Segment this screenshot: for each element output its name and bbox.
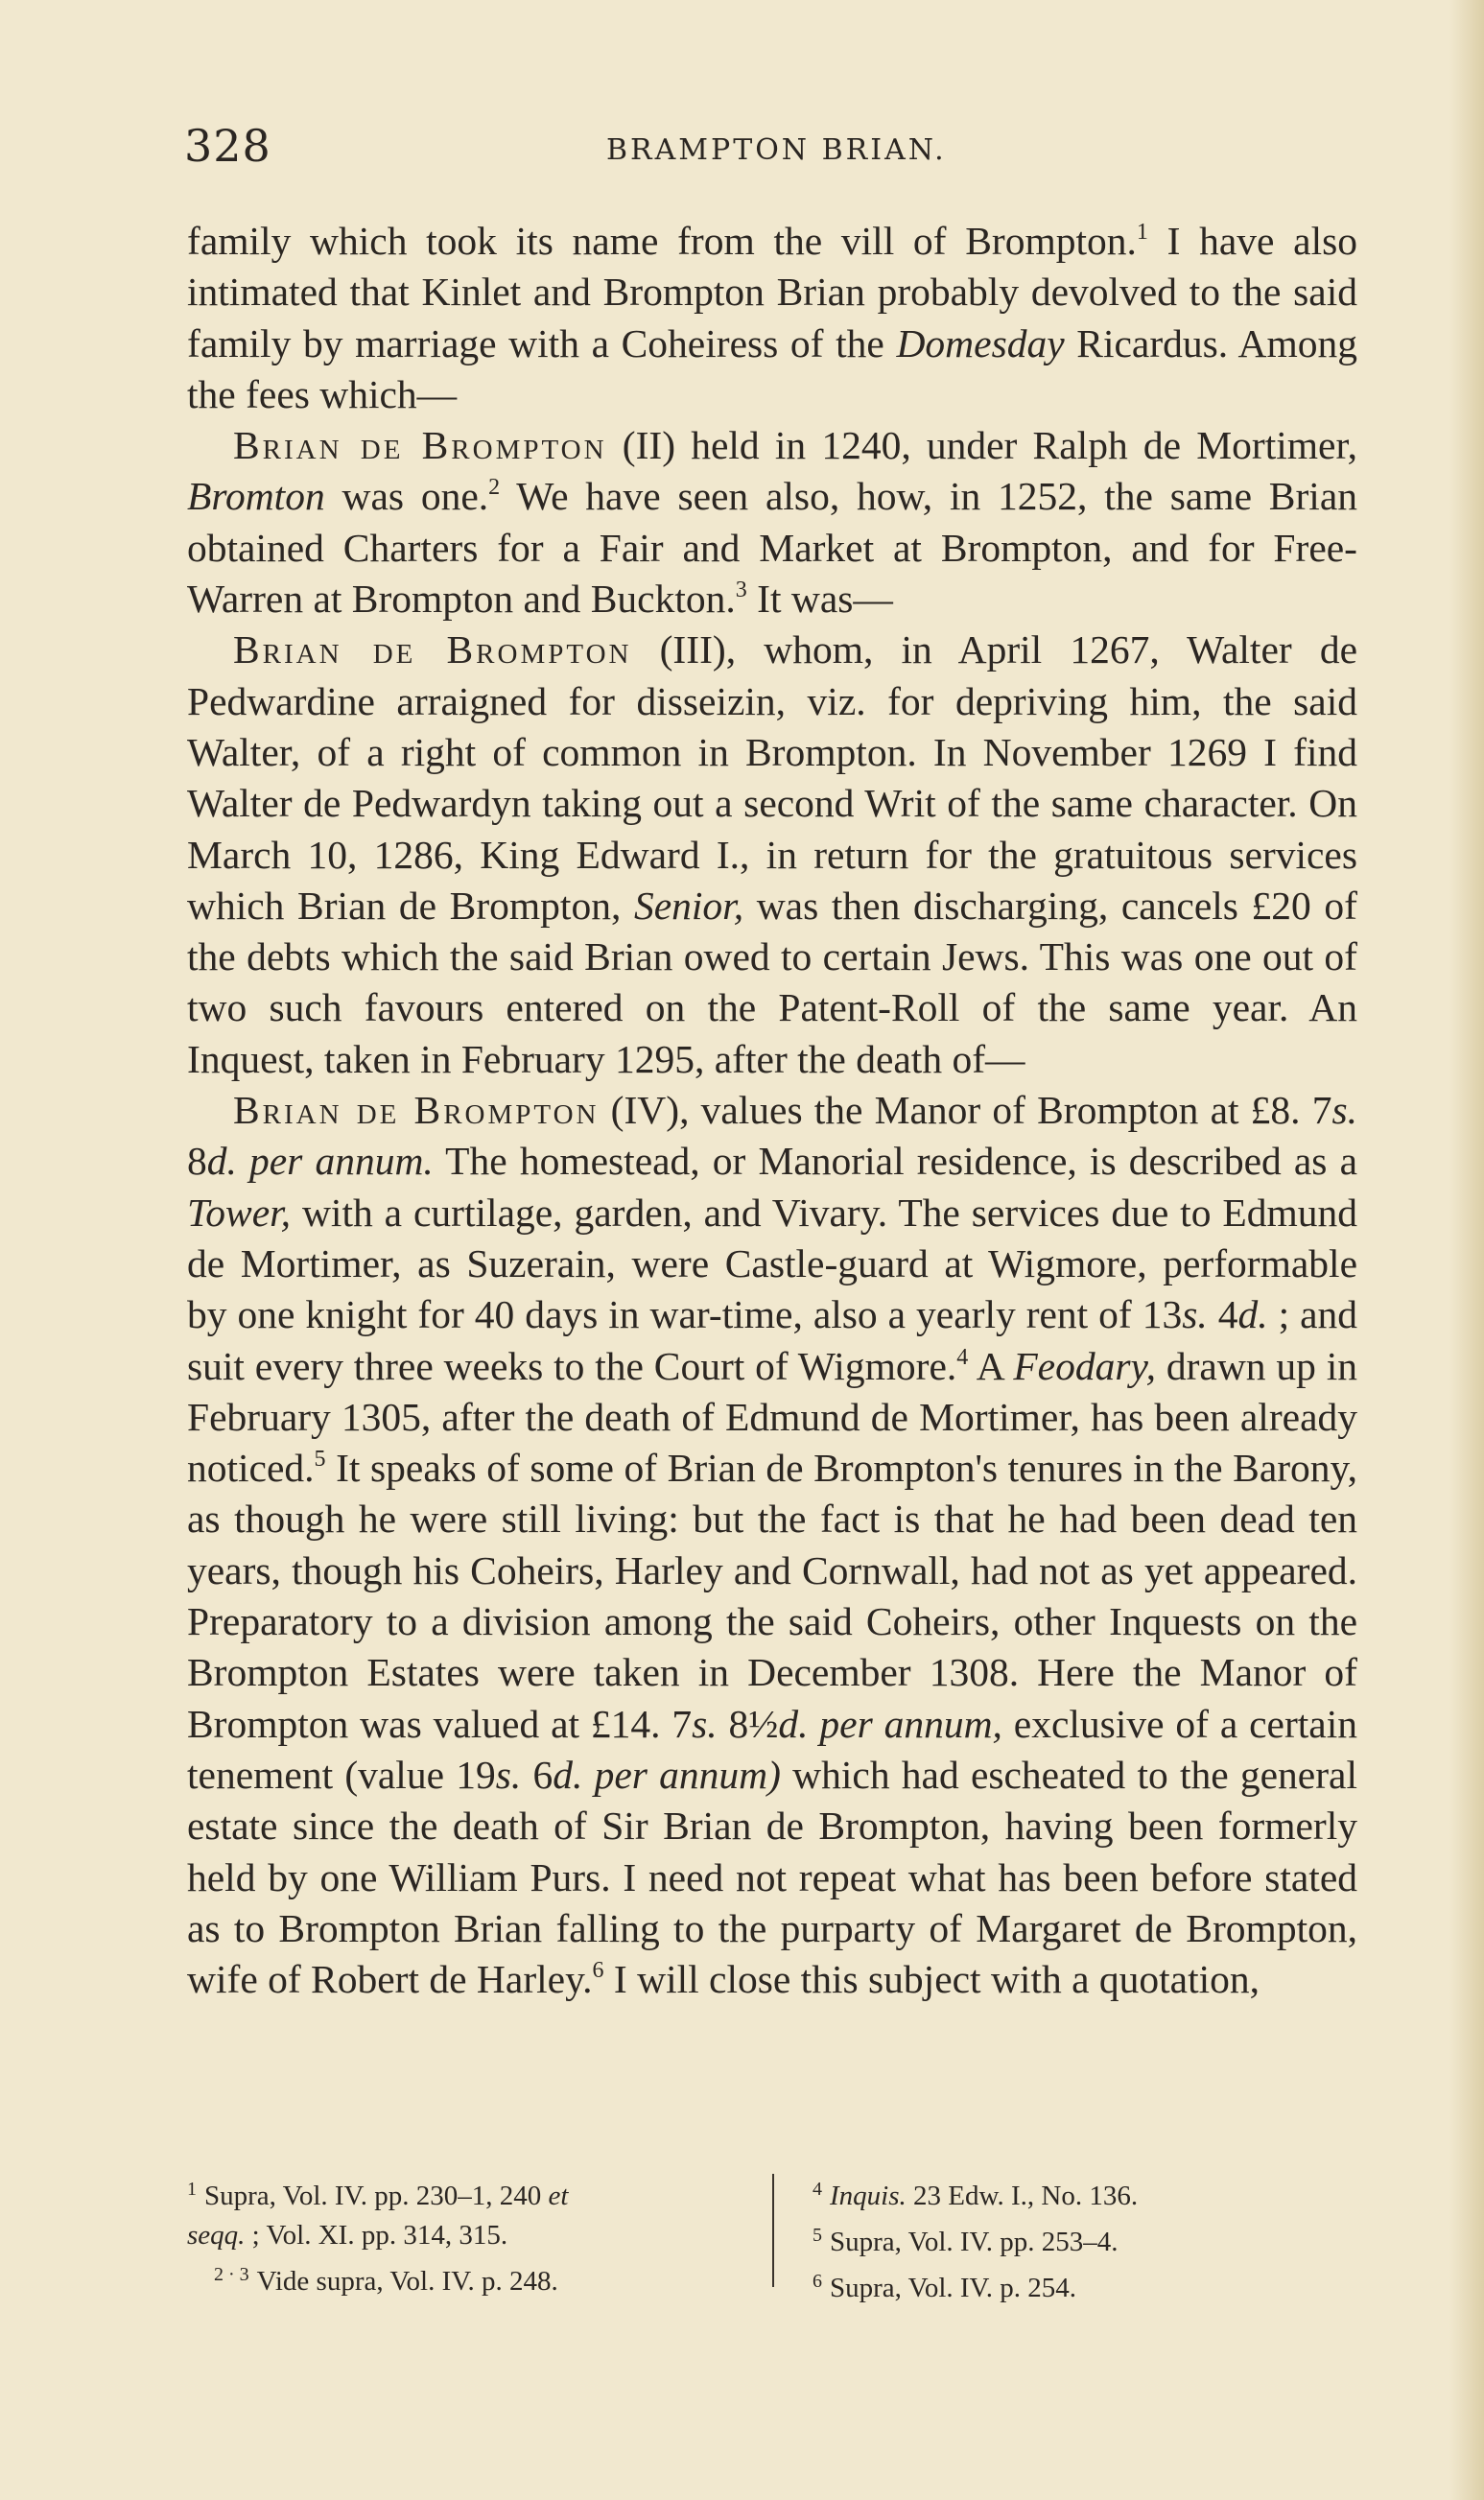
footnote-ref-3: 3 bbox=[735, 578, 747, 603]
italic-run: Tower, bbox=[187, 1190, 292, 1235]
footnote-number: 6 bbox=[813, 2271, 822, 2292]
paragraph-3 bbox=[187, 625, 1357, 1085]
text-run: was then discharging, cancels £20 of the debts which the said Brian owed to certain Jews. This was one out of two such favours entered on the Patent-Roll of the same year. An Inquest, taken in February 1295, after the death of— bbox=[187, 883, 1357, 1081]
text-run: It was— bbox=[746, 577, 893, 622]
text-run: Ricardus. Among the fees which— bbox=[187, 320, 1357, 416]
italic-run: d. bbox=[1237, 1292, 1268, 1337]
footnote-1 bbox=[187, 2170, 763, 2216]
text-run: ; and suit every three weeks to the Court of Wigmore. bbox=[187, 1292, 1358, 1388]
italic-run: Feodary, bbox=[1013, 1343, 1156, 1388]
text-run: (II) held in 1240, under Ralph de Mortimer, bbox=[606, 423, 1357, 468]
paragraph-4 bbox=[187, 1085, 1357, 2005]
footnote-text: 23 Edw. I., No. 136. bbox=[906, 2181, 1139, 2211]
footnote-4 bbox=[813, 2170, 1350, 2216]
text-run: The homestead, or Manorial residence, is described as a bbox=[433, 1139, 1357, 1184]
page-header bbox=[184, 120, 1335, 177]
italic-run: Bromton bbox=[187, 474, 325, 519]
footnote-number: 5 bbox=[813, 2225, 822, 2246]
italic-run: d. per annum. bbox=[206, 1139, 434, 1184]
text-run: with a curtilage, garden, and Vivary. The services due to Edmund de Mortimer, as Suzerain, were Castle-guard at Wigmore, performable by one knight for 40 days in war-time, also a yearly rent of 13 bbox=[187, 1190, 1357, 1337]
footnote-text: Supra, Vol. IV. pp. 230–1, 240 bbox=[204, 2181, 549, 2211]
footnote-ref-5: 5 bbox=[314, 1447, 326, 1473]
text-run: A bbox=[968, 1343, 1014, 1388]
footnote-number: 1 bbox=[187, 2179, 197, 2200]
footnote-ref-2: 2 bbox=[488, 475, 501, 501]
italic-run: s. bbox=[1331, 1088, 1357, 1133]
italic-run: s. bbox=[1182, 1292, 1208, 1337]
footnote-italic: Inquis. bbox=[830, 2181, 907, 2211]
footnote-ref-6: 6 bbox=[592, 1958, 604, 1984]
body-text bbox=[187, 216, 1357, 2005]
footnote-ref-4: 4 bbox=[956, 1344, 969, 1370]
text-run: 8½ bbox=[717, 1701, 779, 1746]
footnotes bbox=[187, 2170, 1357, 2303]
text-run: (IV), values the Manor of Brompton at £8. 7 bbox=[599, 1088, 1332, 1133]
running-head: BRAMPTON BRIAN. bbox=[606, 133, 947, 167]
footnote-text: Supra, Vol. IV. pp. 253–4. bbox=[830, 2227, 1119, 2257]
italic-run: d. per annum, bbox=[778, 1701, 1002, 1746]
footnote-6 bbox=[813, 2262, 1350, 2308]
page-edge-shadow bbox=[1449, 0, 1484, 2500]
text-run: 6 bbox=[521, 1752, 554, 1797]
footnote-divider bbox=[772, 2174, 774, 2287]
footnote-italic: et bbox=[548, 2181, 569, 2211]
italic-run: Senior, bbox=[633, 883, 744, 928]
text-run: exclusive of a certain tenement (value 19 bbox=[187, 1701, 1357, 1797]
footnote-italic: seqq. bbox=[187, 2220, 246, 2251]
text-run: 4 bbox=[1207, 1292, 1238, 1337]
person-name: Brian de Brompton bbox=[233, 423, 607, 468]
footnotes-right-column bbox=[813, 2170, 1350, 2308]
footnote-number: 2 · 3 bbox=[214, 2264, 249, 2285]
text-run: (III), whom, in April 1267, Walter de Pedwardine arraigned for disseizin, viz. for depriving him, the said Walter, of a right of common in Brompton. In November 1269 I find Walter de Pedwardyn taking out a second Writ of the same character. On March 10, 1286, King Edward I., in return for the gratuitous services which Brian de Brompton, bbox=[187, 627, 1357, 928]
person-name: Brian de Brompton bbox=[233, 1088, 600, 1133]
text-run: family which took its name from the vill of Brompton. bbox=[187, 219, 1137, 263]
footnote-5 bbox=[813, 2216, 1350, 2262]
footnote-1-continued bbox=[187, 2216, 763, 2255]
text-run: which had escheated to the general estate since the death of Sir Brian de Brompton, having been formerly held by one William Purs. I need not repeat what has been before stated as to Brompton Brian falling to the purparty of Margaret de Brompton, wife of Robert de Harley. bbox=[187, 1752, 1357, 2002]
footnote-2-3 bbox=[187, 2255, 763, 2301]
footnote-text: Vide supra, Vol. IV. p. 248. bbox=[256, 2266, 558, 2297]
page-number: 328 bbox=[184, 120, 271, 172]
text-run: I will close this subject with a quotation, bbox=[603, 1957, 1260, 2002]
text-run: 8 bbox=[187, 1139, 207, 1184]
paragraph-2 bbox=[187, 420, 1357, 625]
italic-run: s. bbox=[692, 1701, 718, 1746]
text-run: I have also intimated that Kinlet and Brompton Brian probably devolved to the said family by marriage with a Coheiress of the bbox=[187, 219, 1358, 366]
italic-run: s. bbox=[495, 1752, 522, 1797]
footnotes-left-column bbox=[187, 2170, 763, 2301]
text-run: drawn up in February 1305, after the death of Edmund de Mortimer, has been already noticed. bbox=[187, 1343, 1358, 1491]
footnote-ref-1: 1 bbox=[1136, 220, 1148, 245]
footnote-text: Supra, Vol. IV. p. 254. bbox=[830, 2273, 1077, 2303]
person-name: Brian de Brompton bbox=[233, 627, 632, 672]
paragraph-1 bbox=[187, 216, 1357, 420]
italic-run: Domesday bbox=[896, 320, 1065, 366]
text-run: We have seen also, how, in 1252, the same Brian obtained Charters for a Fair and Market at Brompton, and for Free-Warren at Brompton and Buckton. bbox=[187, 474, 1357, 622]
footnote-number: 4 bbox=[813, 2179, 822, 2200]
text-run: It speaks of some of Brian de Brompton's tenures in the Barony, as though he were still living: but the fact is that he had been dead ten years, though his Coheirs, Harley and Cornwall, had not as yet appeared. Preparatory to a division among the said Coheirs, other Inquests on the Brompton Estates were taken in December 1308. Here the Manor of Brompton was valued at £14. 7 bbox=[187, 1446, 1357, 1746]
text-run: was one. bbox=[324, 474, 489, 519]
italic-run: d. per annum) bbox=[553, 1752, 781, 1797]
footnote-text: ; Vol. XI. pp. 314, 315. bbox=[245, 2220, 508, 2251]
